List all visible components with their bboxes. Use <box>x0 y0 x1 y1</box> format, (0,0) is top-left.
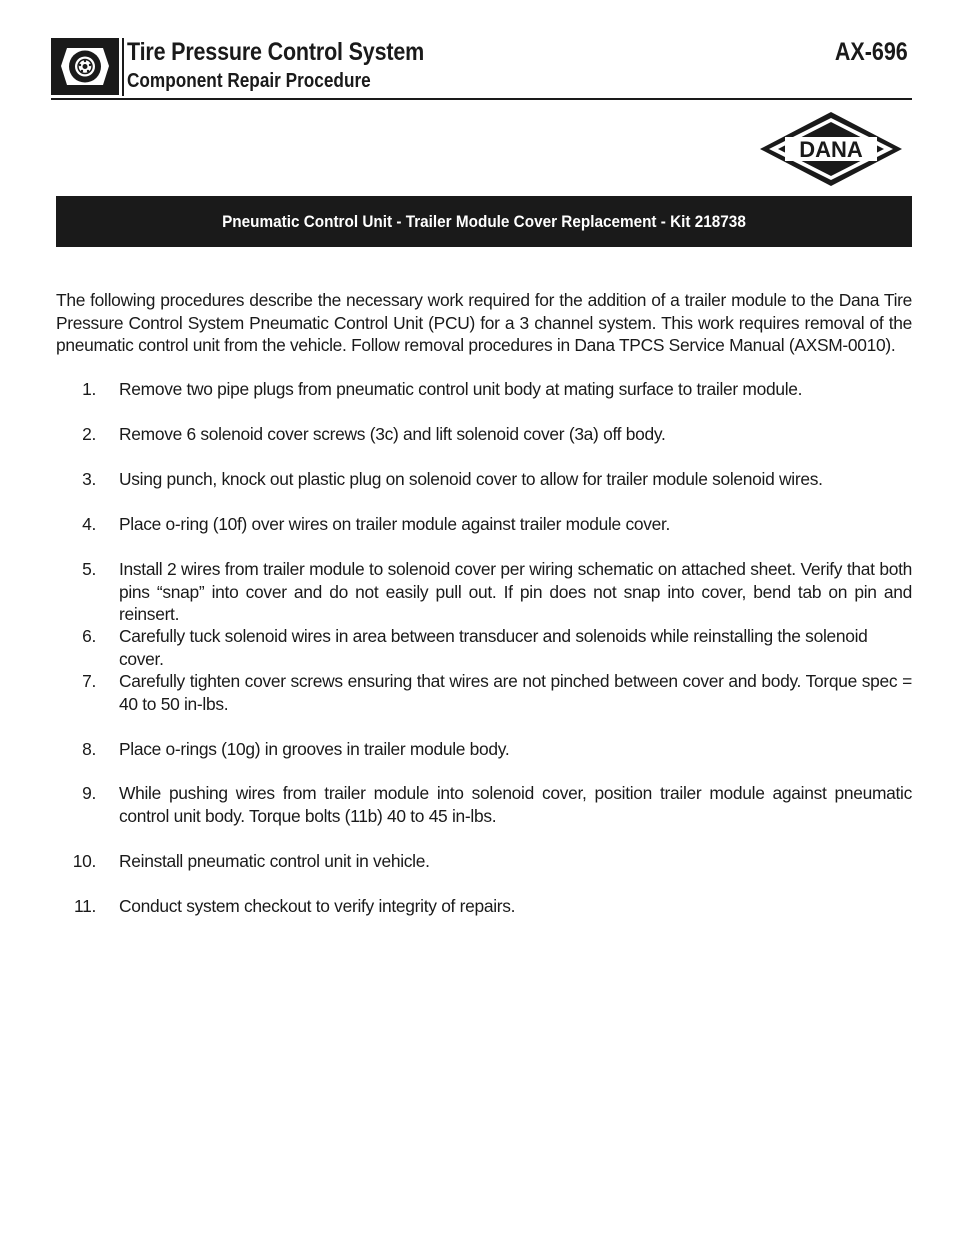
step-number: 9. <box>82 783 96 803</box>
step-text: Carefully tighten cover screws ensuring that wires are not pinched between cover and body. Torque spec = 40 to 50 in-lbs. <box>119 671 912 714</box>
step-number: 11. <box>74 896 96 916</box>
step-number: 4. <box>82 514 96 534</box>
step-item <box>56 558 912 626</box>
svg-text:DANA: DANA <box>799 137 863 162</box>
step-item <box>56 625 912 670</box>
step-number: 5. <box>82 559 96 579</box>
step-item <box>56 670 912 715</box>
procedure-banner <box>56 196 912 247</box>
step-item <box>56 513 912 536</box>
step-text: Place o-rings (10g) in grooves in trailer module body. <box>119 739 510 759</box>
step-text: Remove 6 solenoid cover screws (3c) and lift solenoid cover (3a) off body. <box>119 424 666 444</box>
step-number: 2. <box>82 424 96 444</box>
document-title: Tire Pressure Control System <box>127 38 425 66</box>
step-item <box>56 782 912 827</box>
intro-paragraph: The following procedures describe the necessary work required for the addition of a trailer module to the Dana Tire Pressure Control System Pneumatic Control Unit (PCU) for a 3 channel system. This work requires removal of the pneumatic control unit from the vehicle. Follow removal procedures in Dana TPCS Service Manual (AXSM-0010). <box>56 290 912 355</box>
step-text: Using punch, knock out plastic plug on solenoid cover to allow for trailer module solenoid wires. <box>119 469 823 489</box>
page-header <box>51 38 912 100</box>
step-text: Remove two pipe plugs from pneumatic control unit body at mating surface to trailer module. <box>119 379 803 399</box>
step-text: Conduct system checkout to verify integrity of repairs. <box>119 896 516 916</box>
banner-title: Pneumatic Control Unit - Trailer Module Cover Replacement - Kit 218738 <box>222 211 746 231</box>
step-text: While pushing wires from trailer module into solenoid cover, position trailer module against pneumatic control unit body. Torque bolts (11b) 40 to 45 in-lbs. <box>119 783 912 826</box>
step-text: Carefully tuck solenoid wires in area between transducer and solenoids while reinstalling the solenoid cover. <box>119 626 868 669</box>
step-item <box>56 850 912 873</box>
step-number: 8. <box>82 739 96 759</box>
step-number: 10. <box>72 851 96 871</box>
dana-logo <box>759 111 903 187</box>
document-number: AX-696 <box>835 38 908 66</box>
header-divider <box>122 38 124 96</box>
tire-logo <box>51 38 119 95</box>
step-number: 7. <box>82 671 96 691</box>
step-item <box>56 378 912 401</box>
step-text: Install 2 wires from trailer module to solenoid cover per wiring schematic on attached sheet. Verify that both pins “snap” into cover and do not easily pull out. If pin does not snap into cover, bend tab on pin and reinsert. <box>119 559 912 624</box>
tire-wheel-icon <box>59 44 111 89</box>
step-item <box>56 738 912 761</box>
step-number: 6. <box>82 626 96 646</box>
step-item <box>56 423 912 446</box>
step-item <box>56 468 912 491</box>
step-item <box>56 895 912 918</box>
step-text: Reinstall pneumatic control unit in vehicle. <box>119 851 430 871</box>
step-number: 3. <box>82 469 96 489</box>
step-number: 1. <box>82 379 96 399</box>
document-subtitle: Component Repair Procedure <box>127 70 371 92</box>
step-text: Place o-ring (10f) over wires on trailer module against trailer module cover. <box>119 514 671 534</box>
